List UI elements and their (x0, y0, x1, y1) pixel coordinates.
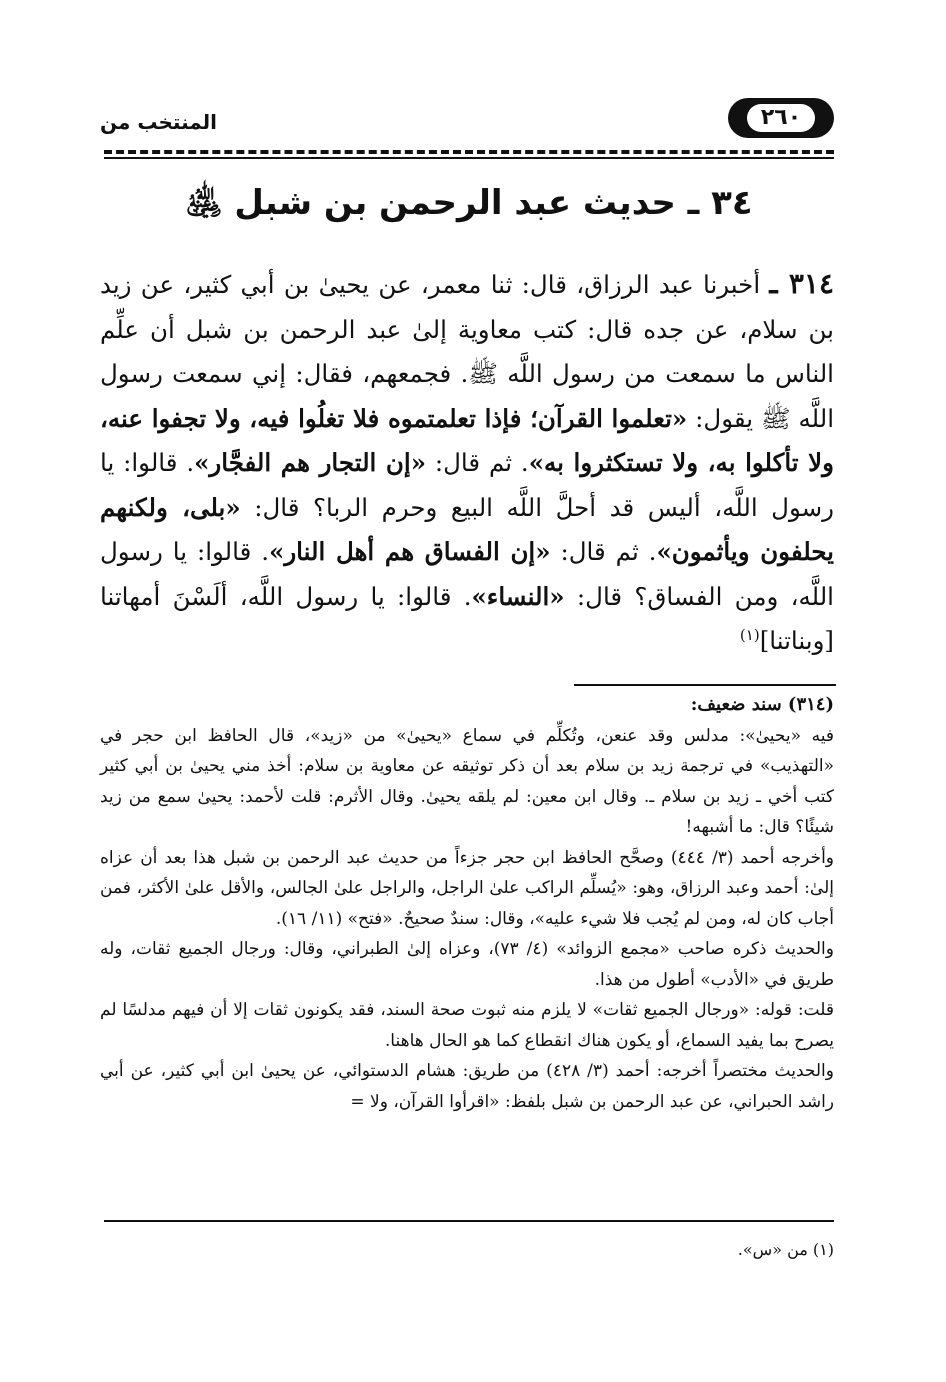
hadith-text (100, 262, 834, 664)
hadith-number: ٣١٤ ـ (769, 267, 834, 300)
narration-text: . قالوا: يا رسول اللَّه، ألَسْنَ أمهاتنا [وبناتنا] (100, 581, 834, 655)
narration-text: . قالوا: يا رسول اللَّه، أليس قد أحلَّ اللَّه البيع وحرم الربا؟ قال: (100, 448, 835, 522)
hadith-paragraph (100, 262, 834, 664)
page-number-badge (728, 98, 834, 138)
narration-text: . قالوا: يا رسول اللَّه، ومن الفساق؟ قال: (100, 537, 834, 611)
narration-text: . ثم قال: (550, 537, 657, 566)
header-divider (104, 150, 834, 154)
prophetic-saying: «بلى، ولكنهم يحلفون ويأثمون» (100, 492, 834, 566)
chapter-title: ٣٤ ـ حديث عبد الرحمن بن شبل ﵁ (185, 183, 753, 223)
note-paragraph: والحديث ذكره صاحب «مجمع الزوائد» (٤/ ٧٣)، وعزاه إلىٰ الطبراني، وقال: ورجال الجميع ثقات، وله طريق في «الأدب» أطول من هذا. (100, 939, 834, 990)
header-divider-line (104, 157, 834, 159)
prophetic-saying: «تعلموا القرآن؛ فإذا تعلمتموه فلا تغلُوا فيه، ولا تجفوا عنه، ولا تأكلوا به، ولا تستكثروا به» (100, 403, 834, 477)
page-number: ٢٦٠ (747, 104, 815, 132)
scholarly-notes (100, 690, 834, 1117)
running-title: المنتخب من (100, 110, 218, 134)
notes-heading: (٣١٤) سند ضعيف: (690, 694, 834, 715)
prophetic-saying: «إن التجار هم الفجَّار» (194, 448, 427, 477)
note-paragraph: فيه «يحيىٰ»: مدلس وقد عنعن، وتُكلِّم في سماع «يحيىٰ» من «زيد»، قال الحافظ ابن حجر في «التهذيب» في ترجمة زيد بن سلام بعد أن ذكر توثيقه عن معاوية بن سلام: أخذ مني يحيىٰ بن أبي كثير كتب أخي ـ زيد بن سلام ـ. وقال ابن معين: لم يلقه يحيىٰ. وقال الأثرم: قلت لأحمد: يحيىٰ سمع من زيد شيئًا؟ قال: ما أشبهه! (100, 725, 834, 837)
notes-divider (574, 684, 836, 686)
note-paragraph: قلت: قوله: «ورجال الجميع ثقات» لا يلزم منه ثبوت صحة السند، فقد يكونون ثقات إلا أن فيهم مدلسًا لم يصرح بما يفيد السماع، أو يكون هناك انقطاع كما هو الحال هاهنا. (100, 1000, 834, 1051)
note-paragraph: وأخرجه أحمد (٣/ ٤٤٤) وصحَّح الحافظ ابن حجر جزءاً من حديث عبد الرحمن بن شبل هذا بعد أن عزاه إلىٰ: أحمد وعبد الرزاق، وهو: «يُسلِّم الراكب علىٰ الراجل، والراجل علىٰ الجالس، والأقل علىٰ الأكثر، فمن أجاب كان له، ومن لم يُجب فلا شيء عليه»، وقال: سندٌ صحيحٌ. «فتح» (١١/ ١٦). (100, 847, 834, 929)
narration-text: أخبرنا عبد الرزاق، قال: ثنا معمر، عن يحيىٰ بن أبي كثير، عن زيد بن سلام، عن جده قال: كتب معاوية إلىٰ عبد الرحمن بن شبل أن علِّم الناس ما سمعت من رسول اللَّه ﷺ. فجمعهم، فقال: إني سمعت رسول اللَّه ﷺ يقول: (100, 270, 835, 433)
note-paragraph: والحديث مختصراً أخرجه: أحمد (٣/ ٤٢٨) من طريق: هشام الدستوائي، عن يحيىٰ ابن أبي كثير، عن أبي راشد الحبراني، عن عبد الرحمن بن شبل بلفظ: «اقرأوا القرآن، ولا = (100, 1061, 834, 1112)
narration-text: . ثم قال: (426, 448, 529, 477)
page-header (100, 98, 834, 146)
footnote-reference: (١) (739, 625, 760, 644)
footnote-divider (104, 1220, 834, 1222)
prophetic-saying: «إن الفساق هم أهل النار» (269, 537, 551, 566)
footnote: (١) من «س». (737, 1240, 834, 1259)
prophetic-saying: «النساء» (471, 581, 565, 611)
